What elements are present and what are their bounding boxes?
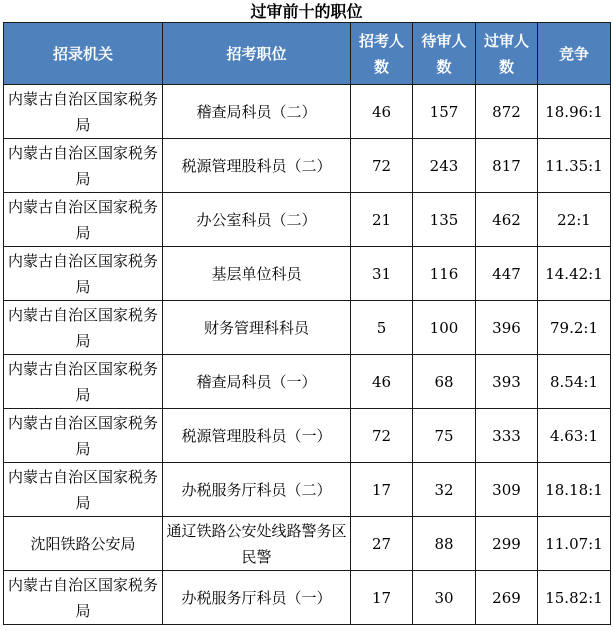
table-row xyxy=(4,463,611,517)
cell-recruit-num: 31 xyxy=(351,247,413,301)
cell-position: 办税服务厅科员（一） xyxy=(163,571,351,625)
cell-recruit-num: 17 xyxy=(351,463,413,517)
cell-agency: 沈阳铁路公安局 xyxy=(4,517,163,571)
cell-passed-num: 396 xyxy=(476,301,538,355)
cell-recruit-num: 27 xyxy=(351,517,413,571)
cell-passed-num: 309 xyxy=(476,463,538,517)
cell-passed-num: 333 xyxy=(476,409,538,463)
cell-position: 税源管理股科员（一） xyxy=(163,409,351,463)
cell-pending-num: 116 xyxy=(413,247,476,301)
page-title: 过审前十的职位 xyxy=(250,2,363,21)
cell-passed-num: 447 xyxy=(476,247,538,301)
cell-agency: 内蒙古自治区国家税务局 xyxy=(4,193,163,247)
cell-agency: 内蒙古自治区国家税务局 xyxy=(4,85,163,139)
cell-passed-num: 269 xyxy=(476,571,538,625)
cell-position: 稽查局科员（二） xyxy=(163,85,351,139)
cell-position: 基层单位科员 xyxy=(163,247,351,301)
cell-agency: 内蒙古自治区国家税务局 xyxy=(4,247,163,301)
cell-competition: 11.07:1 xyxy=(538,517,611,571)
cell-recruit-num: 17 xyxy=(351,571,413,625)
cell-position: 办税服务厅科员（二） xyxy=(163,463,351,517)
cell-recruit-num: 72 xyxy=(351,409,413,463)
cell-recruit-num: 5 xyxy=(351,301,413,355)
cell-pending-num: 157 xyxy=(413,85,476,139)
cell-pending-num: 135 xyxy=(413,193,476,247)
table-row xyxy=(4,247,611,301)
table-row xyxy=(4,139,611,193)
cell-position: 办公室科员（二） xyxy=(163,193,351,247)
cell-competition: 4.63:1 xyxy=(538,409,611,463)
cell-recruit-num: 46 xyxy=(351,355,413,409)
cell-agency: 内蒙古自治区国家税务局 xyxy=(4,571,163,625)
header-cell-recruit-num: 招考人数 xyxy=(351,23,413,85)
cell-recruit-num: 46 xyxy=(351,85,413,139)
cell-recruit-num: 72 xyxy=(351,139,413,193)
cell-pending-num: 100 xyxy=(413,301,476,355)
cell-competition: 11.35:1 xyxy=(538,139,611,193)
table-row xyxy=(4,409,611,463)
header-cell-competition: 竞争 xyxy=(538,23,611,85)
cell-position: 税源管理股科员（二） xyxy=(163,139,351,193)
table-row xyxy=(4,85,611,139)
cell-passed-num: 817 xyxy=(476,139,538,193)
cell-competition: 8.54:1 xyxy=(538,355,611,409)
cell-competition: 14.42:1 xyxy=(538,247,611,301)
header-cell-passed-num: 过审人数 xyxy=(476,23,538,85)
cell-competition: 79.2:1 xyxy=(538,301,611,355)
table-row xyxy=(4,517,611,571)
cell-position: 稽查局科员（一） xyxy=(163,355,351,409)
cell-pending-num: 88 xyxy=(413,517,476,571)
table-body xyxy=(4,85,611,625)
cell-passed-num: 299 xyxy=(476,517,538,571)
cell-agency: 内蒙古自治区国家税务局 xyxy=(4,463,163,517)
table-header-row xyxy=(4,23,611,85)
table-header xyxy=(4,23,611,85)
cell-pending-num: 68 xyxy=(413,355,476,409)
cell-position: 财务管理科科员 xyxy=(163,301,351,355)
header-cell-position: 招考职位 xyxy=(163,23,351,85)
cell-position: 通辽铁路公安处线路警务区民警 xyxy=(163,517,351,571)
cell-competition: 18.96:1 xyxy=(538,85,611,139)
positions-table xyxy=(3,22,611,625)
cell-agency: 内蒙古自治区国家税务局 xyxy=(4,301,163,355)
table-row xyxy=(4,193,611,247)
cell-agency: 内蒙古自治区国家税务局 xyxy=(4,355,163,409)
cell-competition: 18.18:1 xyxy=(538,463,611,517)
header-cell-agency: 招录机关 xyxy=(4,23,163,85)
table-row xyxy=(4,355,611,409)
cell-passed-num: 393 xyxy=(476,355,538,409)
cell-passed-num: 462 xyxy=(476,193,538,247)
cell-pending-num: 243 xyxy=(413,139,476,193)
cell-pending-num: 32 xyxy=(413,463,476,517)
table-row xyxy=(4,301,611,355)
cell-recruit-num: 21 xyxy=(351,193,413,247)
cell-pending-num: 75 xyxy=(413,409,476,463)
header-cell-pending-num: 待审人数 xyxy=(413,23,476,85)
cell-competition: 22:1 xyxy=(538,193,611,247)
cell-pending-num: 30 xyxy=(413,571,476,625)
cell-competition: 15.82:1 xyxy=(538,571,611,625)
cell-agency: 内蒙古自治区国家税务局 xyxy=(4,139,163,193)
cell-passed-num: 872 xyxy=(476,85,538,139)
cell-agency: 内蒙古自治区国家税务局 xyxy=(4,409,163,463)
table-row xyxy=(4,571,611,625)
